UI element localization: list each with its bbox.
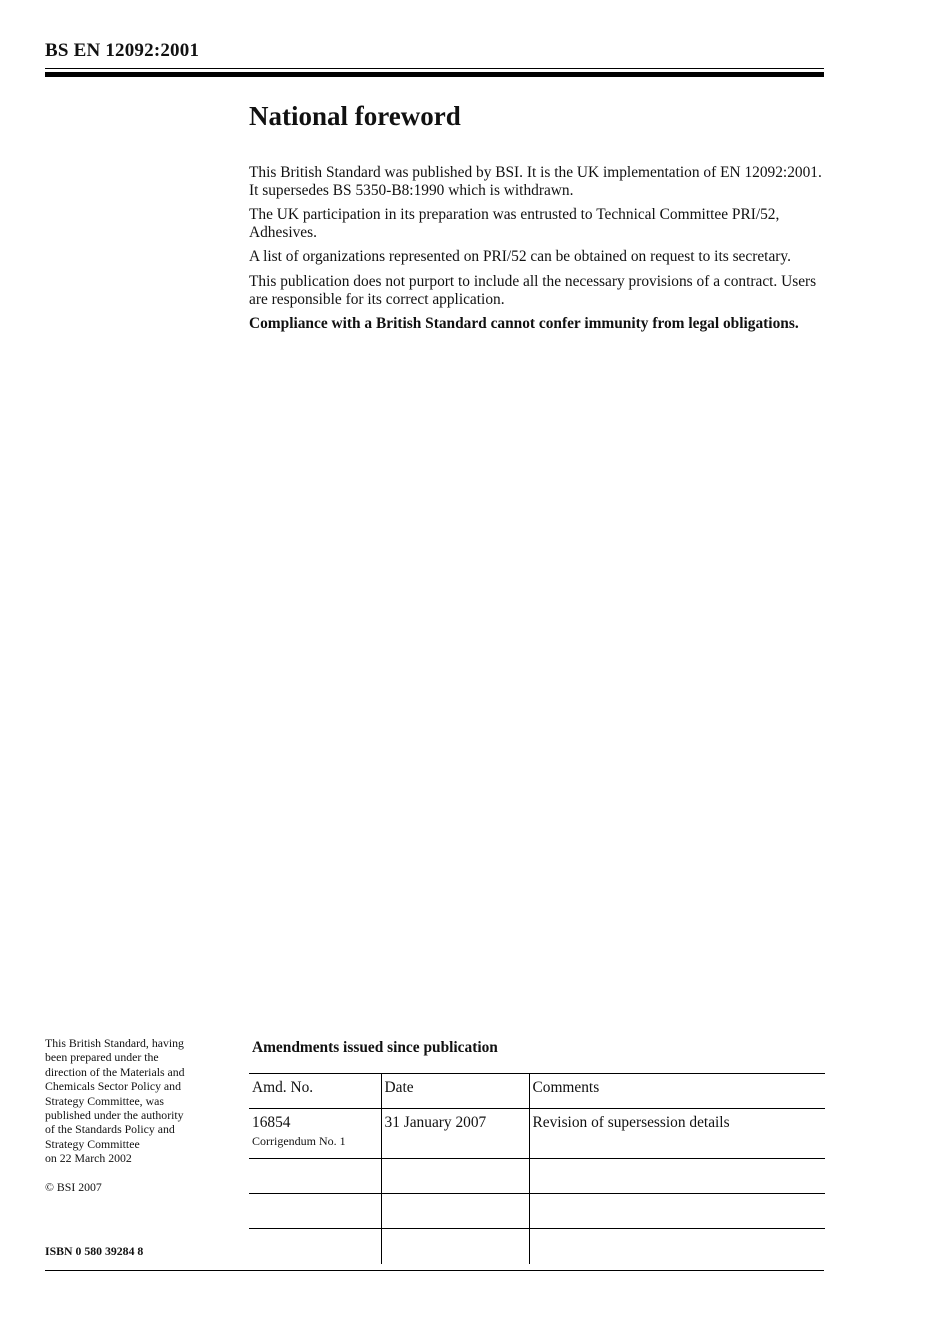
- column-header-amd-no: Amd. No.: [249, 1074, 381, 1109]
- copyright-notice: © BSI 2007: [45, 1179, 102, 1194]
- amd-comments: Revision of supersession details: [529, 1109, 825, 1159]
- isbn: ISBN 0 580 39284 8: [45, 1244, 144, 1258]
- table-row: [249, 1109, 825, 1159]
- foreword-paragraph: A list of organizations represented on PRI/52 can be obtained on request to its secretary.: [249, 248, 791, 266]
- document-id: BS EN 12092:2001: [45, 40, 200, 61]
- foreword-paragraph: This British Standard was published by BSI. It is the UK implementation of EN 12092:2001. It supersedes BS 5350-B8:1990 which is withdrawn.: [249, 164, 822, 199]
- empty-cell: [249, 1159, 381, 1194]
- amd-no-cell: [249, 1109, 381, 1159]
- amd-subtitle: Corrigendum No. 1: [252, 1134, 346, 1148]
- empty-cell: [381, 1159, 529, 1194]
- publication-note-line: Strategy Committee, was: [45, 1093, 164, 1108]
- publication-note-line: This British Standard, having: [45, 1036, 184, 1050]
- empty-cell: [529, 1159, 825, 1194]
- page-title: National foreword: [249, 101, 461, 131]
- empty-cell: [381, 1194, 529, 1229]
- publication-note-line: Strategy Committee: [45, 1136, 140, 1151]
- table-row-empty: [249, 1229, 825, 1264]
- empty-cell: [249, 1229, 381, 1264]
- publication-note-line: been prepared under the: [45, 1050, 159, 1065]
- publication-note-line: of the Standards Policy and: [45, 1122, 175, 1137]
- foreword-paragraph: This publication does not purport to include all the necessary provisions of a contract. Users are responsible for its correct application.: [249, 272, 817, 308]
- publication-note-line: direction of the Materials and: [45, 1064, 185, 1079]
- amendments-table: [249, 1073, 825, 1264]
- table-row-empty: [249, 1194, 825, 1229]
- foreword-paragraph: The UK participation in its preparation was entrusted to Technical Committee PRI/52, Adhesives.: [249, 206, 780, 241]
- column-header-date: Date: [381, 1074, 529, 1109]
- publication-note: [45, 1036, 235, 1194]
- table-header-row: [249, 1074, 825, 1109]
- footer-rule: [45, 1270, 824, 1271]
- foreword-body: [249, 164, 825, 340]
- header-rule-thin: [45, 68, 824, 69]
- amd-date: 31 January 2007: [381, 1109, 529, 1159]
- header-rule-thick: [45, 72, 824, 77]
- amd-no: 16854: [252, 1114, 291, 1131]
- empty-cell: [249, 1194, 381, 1229]
- empty-cell: [381, 1229, 529, 1264]
- publication-note-line: Chemicals Sector Policy and: [45, 1079, 181, 1094]
- compliance-statement: Compliance with a British Standard cannot confer immunity from legal obligations.: [249, 315, 799, 333]
- amendments-heading: Amendments issued since publication: [252, 1039, 498, 1056]
- empty-cell: [529, 1194, 825, 1229]
- empty-cell: [529, 1229, 825, 1264]
- column-header-comments: Comments: [529, 1074, 825, 1109]
- publication-note-line: on 22 March 2002: [45, 1151, 132, 1166]
- publication-note-line: published under the authority: [45, 1108, 184, 1123]
- table-row-empty: [249, 1159, 825, 1194]
